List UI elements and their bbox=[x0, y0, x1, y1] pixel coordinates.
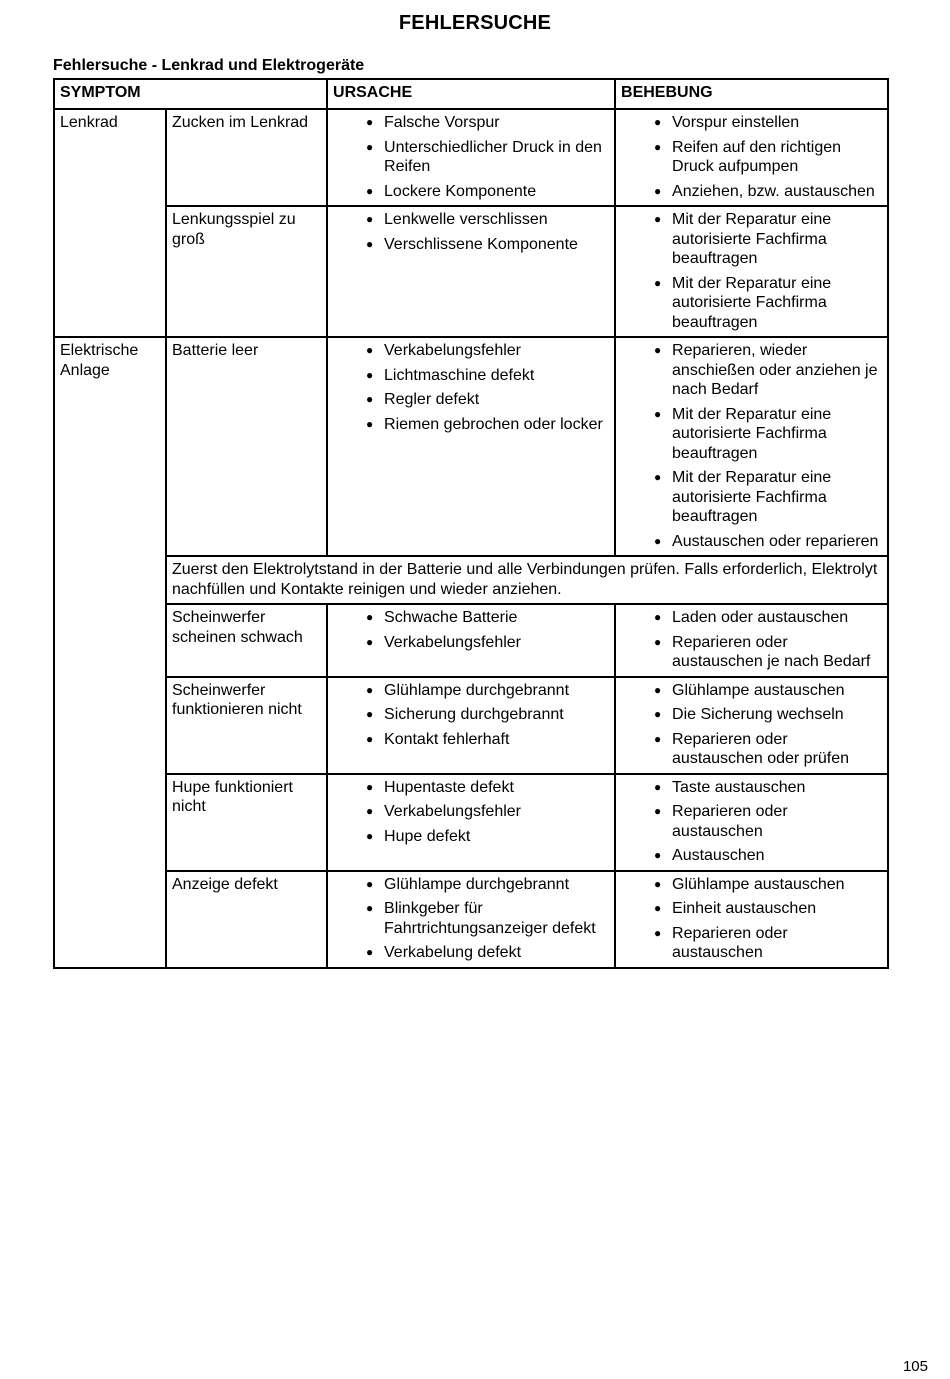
cause-item-text: Lockere Komponente bbox=[384, 182, 537, 200]
remedy-item-text: Mit der Reparatur eine autorisierte Fachfirma beauftragen bbox=[672, 405, 832, 462]
remedy-item-text: Anziehen, bzw. austauschen bbox=[672, 182, 875, 200]
remedy-item-text: Mit der Reparatur eine autorisierte Fachfirma beauftragen bbox=[672, 274, 832, 331]
bullet-icon: ● bbox=[654, 731, 662, 746]
cause-item bbox=[366, 138, 609, 177]
remedy-item bbox=[654, 899, 882, 919]
remedy-item-text: Austauschen oder reparieren bbox=[672, 532, 879, 550]
remedy-item bbox=[654, 802, 882, 841]
table-row bbox=[54, 871, 888, 968]
bullet-icon: ● bbox=[654, 533, 662, 548]
cause-cell bbox=[327, 109, 615, 206]
remedy-list bbox=[621, 341, 882, 551]
cause-list bbox=[333, 778, 609, 847]
remedy-item bbox=[654, 138, 882, 177]
remedy-list bbox=[621, 778, 882, 866]
remedy-item bbox=[654, 405, 882, 464]
remedy-item-text: Austauschen bbox=[672, 847, 765, 864]
remedy-item bbox=[654, 633, 882, 672]
bullet-icon: ● bbox=[366, 183, 374, 198]
remedy-item bbox=[654, 532, 882, 552]
header-cause: URSACHE bbox=[327, 79, 615, 109]
bullet-icon: ● bbox=[654, 470, 662, 484]
cause-item bbox=[366, 415, 609, 435]
cause-item-text: Verkabelungsfehler bbox=[384, 803, 521, 820]
table-row bbox=[54, 604, 888, 677]
remedy-cell bbox=[615, 604, 888, 677]
cause-item bbox=[366, 210, 609, 230]
bullet-icon: ● bbox=[654, 925, 662, 940]
bullet-icon: ● bbox=[366, 610, 374, 624]
remedy-list bbox=[621, 681, 882, 769]
bullet-icon: ● bbox=[654, 183, 662, 198]
bullet-icon: ● bbox=[366, 876, 374, 891]
bullet-icon: ● bbox=[366, 945, 374, 959]
cause-cell bbox=[327, 604, 615, 677]
cause-item-text: Sicherung durchgebrannt bbox=[384, 706, 564, 723]
cause-item-text: Lichtmaschine defekt bbox=[384, 366, 535, 384]
cause-item-text: Lenkwelle verschlissen bbox=[384, 211, 548, 228]
remedy-item-text: Mit der Reparatur eine autorisierte Fachfirma beauftragen bbox=[672, 469, 832, 525]
cause-item bbox=[366, 778, 609, 798]
remedy-cell bbox=[615, 677, 888, 774]
cause-item bbox=[366, 390, 609, 410]
bullet-icon: ● bbox=[366, 634, 374, 649]
bullet-icon: ● bbox=[366, 392, 374, 406]
bullet-icon: ● bbox=[654, 901, 662, 915]
remedy-item bbox=[654, 468, 882, 527]
cause-item bbox=[366, 633, 609, 653]
bullet-icon: ● bbox=[654, 848, 662, 862]
cause-item bbox=[366, 827, 609, 847]
remedy-item-text: Reparieren oder austauschen oder prüfen bbox=[672, 730, 850, 767]
bullet-icon: ● bbox=[366, 901, 374, 915]
symptom-cell: Scheinwerfer scheinen schwach bbox=[166, 604, 327, 677]
remedy-item bbox=[654, 274, 882, 333]
table-row bbox=[54, 337, 888, 556]
cause-list bbox=[333, 681, 609, 750]
remedy-item-text: Reparieren oder austauschen bbox=[672, 924, 788, 961]
symptom-cell: Scheinwerfer funktionieren nicht bbox=[166, 677, 327, 774]
symptom-cell: Anzeige defekt bbox=[166, 871, 327, 968]
remedy-item-text: Reparieren oder austauschen bbox=[672, 803, 788, 840]
bullet-icon: ● bbox=[654, 779, 662, 794]
cause-item bbox=[366, 341, 609, 361]
table-row bbox=[54, 109, 888, 206]
page-number: 105 bbox=[902, 1358, 928, 1375]
header-symptom: SYMPTOM bbox=[54, 79, 327, 109]
remedy-list bbox=[621, 875, 882, 963]
bullet-icon: ● bbox=[366, 682, 374, 697]
bullet-icon: ● bbox=[654, 804, 662, 818]
remedy-list bbox=[621, 608, 882, 672]
cause-item-text: Verkabelungsfehler bbox=[384, 342, 521, 359]
remedy-item bbox=[654, 875, 882, 895]
troubleshooting-table bbox=[53, 78, 889, 969]
bullet-icon: ● bbox=[654, 876, 662, 891]
note-row bbox=[54, 556, 888, 604]
cause-item bbox=[366, 113, 609, 133]
remedy-cell bbox=[615, 337, 888, 556]
group-label-electrical: Elektrische Anlage bbox=[54, 337, 166, 968]
remedy-item bbox=[654, 846, 882, 866]
remedy-cell bbox=[615, 871, 888, 968]
cause-cell bbox=[327, 337, 615, 556]
remedy-item-text: Vorspur einstellen bbox=[672, 114, 800, 131]
battery-note: Zuerst den Elektrolytstand in der Batterie und alle Verbindungen prüfen. Falls erforderlich, Elektrolyt nachfüllen und Kontakte reinigen und wieder anziehen. bbox=[166, 556, 888, 604]
cause-item-text: Regler defekt bbox=[384, 391, 480, 408]
cause-item bbox=[366, 366, 609, 386]
cause-list bbox=[333, 113, 609, 201]
bullet-icon: ● bbox=[654, 406, 662, 421]
cause-item-text: Falsche Vorspur bbox=[384, 114, 500, 131]
cause-item-text: Hupentaste defekt bbox=[384, 778, 514, 796]
bullet-icon: ● bbox=[654, 115, 662, 129]
cause-cell bbox=[327, 774, 615, 871]
group-label-steering: Lenkrad bbox=[54, 109, 166, 337]
bullet-icon: ● bbox=[366, 236, 374, 251]
bullet-icon: ● bbox=[366, 343, 374, 357]
symptom-cell: Lenkungsspiel zu groß bbox=[166, 206, 327, 337]
remedy-cell bbox=[615, 206, 888, 337]
bullet-icon: ● bbox=[654, 275, 662, 290]
cause-item bbox=[366, 875, 609, 895]
cause-item-text: Kontakt fehlerhaft bbox=[384, 730, 510, 748]
bullet-icon: ● bbox=[654, 682, 662, 697]
table-row bbox=[54, 206, 888, 337]
cause-item bbox=[366, 705, 609, 725]
cause-item-text: Verkabelungsfehler bbox=[384, 633, 521, 651]
bullet-icon: ● bbox=[654, 343, 662, 357]
cause-item-text: Verschlissene Komponente bbox=[384, 235, 578, 253]
remedy-item bbox=[654, 210, 882, 269]
cause-item-text: Glühlampe durchgebrannt bbox=[384, 681, 570, 699]
bullet-icon: ● bbox=[366, 139, 374, 154]
cause-item-text: Schwache Batterie bbox=[384, 609, 518, 626]
remedy-list bbox=[621, 113, 882, 201]
bullet-icon: ● bbox=[654, 139, 662, 154]
cause-cell bbox=[327, 677, 615, 774]
bullet-icon: ● bbox=[366, 804, 374, 818]
cause-item bbox=[366, 182, 609, 202]
remedy-item bbox=[654, 705, 882, 725]
page-title: FEHLERSUCHE bbox=[398, 12, 552, 34]
cause-item-text: Glühlampe durchgebrannt bbox=[384, 875, 570, 893]
cause-item-text: Hupe defekt bbox=[384, 827, 471, 845]
remedy-list bbox=[621, 210, 882, 332]
remedy-item bbox=[654, 778, 882, 798]
cause-item bbox=[366, 235, 609, 255]
remedy-item bbox=[654, 681, 882, 701]
bullet-icon: ● bbox=[366, 707, 374, 721]
remedy-cell bbox=[615, 109, 888, 206]
bullet-icon: ● bbox=[366, 115, 374, 129]
remedy-cell bbox=[615, 774, 888, 871]
cause-item bbox=[366, 899, 609, 938]
cause-item bbox=[366, 608, 609, 628]
remedy-item-text: Die Sicherung wechseln bbox=[672, 706, 844, 723]
remedy-item bbox=[654, 608, 882, 628]
remedy-item-text: Reparieren oder austauschen je nach Bedarf bbox=[672, 633, 871, 670]
remedy-item-text: Reifen auf den richtigen Druck aufpumpen bbox=[672, 138, 842, 175]
cause-item-text: Blinkgeber für Fahrtrichtungsanzeiger defekt bbox=[384, 900, 596, 937]
cause-item-text: Verkabelung defekt bbox=[384, 944, 522, 961]
cause-item bbox=[366, 681, 609, 701]
table-row bbox=[54, 677, 888, 774]
bullet-icon: ● bbox=[366, 779, 374, 794]
cause-list bbox=[333, 210, 609, 254]
cause-item bbox=[366, 802, 609, 822]
bullet-icon: ● bbox=[654, 610, 662, 624]
cause-item-text: Riemen gebrochen oder locker bbox=[384, 415, 603, 433]
section-title: Fehlersuche - Lenkrad und Elektrogeräte bbox=[53, 57, 365, 74]
cause-item bbox=[366, 943, 609, 963]
remedy-item-text: Mit der Reparatur eine autorisierte Fachfirma beauftragen bbox=[672, 211, 832, 267]
bullet-icon: ● bbox=[366, 828, 374, 843]
remedy-item-text: Einheit austauschen bbox=[672, 900, 817, 917]
remedy-item bbox=[654, 924, 882, 963]
bullet-icon: ● bbox=[366, 416, 374, 431]
remedy-item-text: Glühlampe austauschen bbox=[672, 681, 845, 699]
cause-cell bbox=[327, 206, 615, 337]
symptom-cell: Zucken im Lenkrad bbox=[166, 109, 327, 206]
remedy-item-text: Taste austauschen bbox=[672, 778, 806, 796]
cause-list bbox=[333, 875, 609, 963]
remedy-item bbox=[654, 730, 882, 769]
remedy-item bbox=[654, 341, 882, 400]
cause-list bbox=[333, 341, 609, 434]
bullet-icon: ● bbox=[366, 212, 374, 226]
cause-item bbox=[366, 730, 609, 750]
symptom-cell: Hupe funktioniert nicht bbox=[166, 774, 327, 871]
bullet-icon: ● bbox=[654, 212, 662, 226]
remedy-item-text: Glühlampe austauschen bbox=[672, 875, 845, 893]
bullet-icon: ● bbox=[366, 367, 374, 382]
cause-list bbox=[333, 608, 609, 652]
table-header-row bbox=[54, 79, 888, 109]
symptom-cell: Batterie leer bbox=[166, 337, 327, 556]
remedy-item-text: Laden oder austauschen bbox=[672, 609, 849, 626]
table-row bbox=[54, 774, 888, 871]
cause-cell bbox=[327, 871, 615, 968]
header-remedy: BEHEBUNG bbox=[615, 79, 888, 109]
bullet-icon: ● bbox=[654, 707, 662, 721]
cause-item-text: Unterschiedlicher Druck in den Reifen bbox=[384, 138, 602, 175]
remedy-item bbox=[654, 113, 882, 133]
remedy-item-text: Reparieren, wieder anschießen oder anziehen je nach Bedarf bbox=[672, 342, 878, 398]
bullet-icon: ● bbox=[366, 731, 374, 746]
remedy-item bbox=[654, 182, 882, 202]
bullet-icon: ● bbox=[654, 634, 662, 649]
